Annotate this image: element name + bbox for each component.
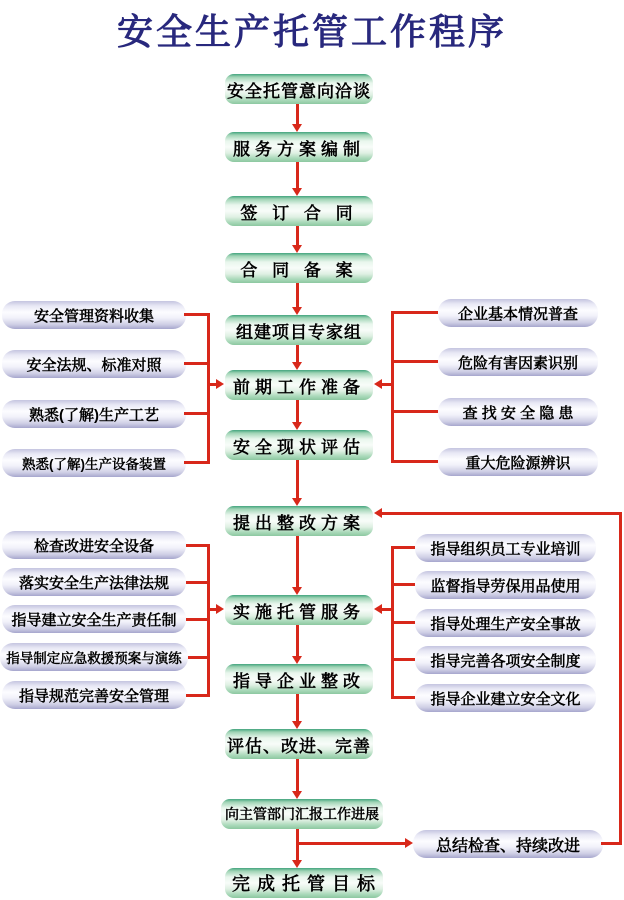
feedback-line-top <box>380 512 622 515</box>
bracket-right2-stub-2 <box>394 583 415 586</box>
bracket-right1-stub-3 <box>394 410 438 413</box>
arrowhead-report-to-goal <box>292 860 302 868</box>
node-emergency-plan-drills: 指导制定应急救援预案与演练 <box>0 643 188 671</box>
node-establish-responsibility-system: 指导建立安全生产责任制 <box>2 605 186 633</box>
node-guide-enterprise-rectification: 指导企业整改 <box>225 664 373 694</box>
bracket-right2-stub-1 <box>394 546 415 549</box>
arrowhead-rectplan-to-implement <box>292 587 302 595</box>
node-report-progress-to-authority: 向主管部门汇报工作进展 <box>221 799 383 829</box>
bracket-left2-arrowhead <box>216 604 224 614</box>
arrowhead-file-to-team <box>292 307 302 315</box>
feedback-line-right <box>619 512 622 845</box>
node-trusteeship-implementation: 实施托管服务 <box>225 595 373 625</box>
node-accident-handling-guidance: 指导处理生产安全事故 <box>415 609 596 637</box>
node-rectification-plan: 提出整改方案 <box>225 506 373 536</box>
bracket-right1-arrow-line <box>382 383 391 386</box>
arrow-line-evaluate-to-report <box>296 759 299 792</box>
arrow-line-report-to-goal <box>296 829 299 861</box>
arrow-line-rectplan-to-implement <box>296 536 299 588</box>
node-major-hazard-identification: 重大危险源辨识 <box>438 448 598 476</box>
node-contract-signing: 签 订 合 同 <box>225 196 373 226</box>
node-regulation-standard-comparison: 安全法规、标准对照 <box>2 350 186 378</box>
node-hazard-factor-identification: 危险有害因素识别 <box>438 348 598 376</box>
arrowhead-prep-to-assess <box>292 422 302 430</box>
node-safety-data-collection: 安全管理资料收集 <box>2 301 186 329</box>
bracket-right1-stub-1 <box>394 311 438 314</box>
arrowhead-plan-to-sign <box>292 188 302 196</box>
node-evaluate-improve-perfect: 评估、改进、完善 <box>225 729 373 759</box>
bracket-right1-stub-4 <box>394 460 438 463</box>
bracket-right1-stub-2 <box>394 360 438 363</box>
arrowhead-evaluate-to-report <box>292 791 302 799</box>
arrow-line-plan-to-sign <box>296 162 299 189</box>
bracket-left2-spine <box>207 544 210 697</box>
arrow-line-implement-to-guide <box>296 625 299 657</box>
bracket-right2-arrowhead <box>374 604 382 614</box>
node-inspect-improve-safety-equipment: 检查改进安全设备 <box>2 531 186 559</box>
arrow-line-guide-to-evaluate <box>296 694 299 722</box>
bracket-right2-stub-5 <box>394 696 415 699</box>
node-hidden-danger-search: 查 找 安 全 隐 患 <box>438 398 598 426</box>
node-learn-production-process: 熟悉(了解)生产工艺 <box>2 400 186 428</box>
node-safety-rules-improvement: 指导完善各项安全制度 <box>415 646 596 674</box>
bracket-left1-spine <box>207 313 210 464</box>
arrowhead-sign-to-file <box>292 245 302 253</box>
arrow-line-sign-to-file <box>296 226 299 246</box>
node-service-plan-drafting: 服务方案编制 <box>225 132 373 162</box>
bracket-right2-arrow-line <box>382 608 391 611</box>
node-contract-filing: 合 同 备 案 <box>225 253 373 283</box>
arrow-line-report-to-summary <box>297 842 406 845</box>
bracket-right2-stub-3 <box>394 621 415 624</box>
arrow-line-team-to-prep <box>296 345 299 363</box>
node-implement-safety-laws: 落实安全生产法律法规 <box>2 568 186 596</box>
bracket-right1-spine <box>391 311 394 463</box>
node-employee-training: 指导组织员工专业培训 <box>415 534 596 562</box>
arrowhead-report-to-summary <box>405 838 413 848</box>
arrowhead-intent-to-plan <box>292 124 302 132</box>
arrowhead-team-to-prep <box>292 362 302 370</box>
bracket-left1-arrowhead <box>216 379 224 389</box>
arrow-line-file-to-team <box>296 283 299 308</box>
node-ppe-usage-supervision: 监督指导劳保用品使用 <box>415 571 596 599</box>
node-summary-inspection-continuous-improvement: 总结检查、持续改进 <box>413 830 603 858</box>
node-safety-status-assessment: 安全现状评估 <box>225 430 373 460</box>
arrowhead-guide-to-evaluate <box>292 721 302 729</box>
arrowhead-implement-to-guide <box>292 656 302 664</box>
page-title: 安全生产托管工作程序 <box>116 11 507 52</box>
node-safety-culture-building: 指导企业建立安全文化 <box>415 684 596 712</box>
bracket-right1-arrowhead <box>374 379 382 389</box>
node-expert-team-formation: 组建项目专家组 <box>225 315 373 345</box>
bracket-right2-stub-4 <box>394 658 415 661</box>
node-complete-trusteeship-goal: 完 成 托 管 目 标 <box>225 868 383 898</box>
bracket-right2-spine <box>391 546 394 699</box>
arrow-line-prep-to-assess <box>296 400 299 423</box>
arrowhead-assess-to-rectplan <box>292 498 302 506</box>
arrow-line-intent-to-plan <box>296 104 299 125</box>
node-standardize-safety-management: 指导规范完善安全管理 <box>2 681 186 709</box>
feedback-arrowhead <box>374 508 382 518</box>
node-enterprise-basic-survey: 企业基本情况普查 <box>438 299 598 327</box>
node-learn-production-equipment: 熟悉(了解)生产设备装置 <box>2 449 186 477</box>
node-preliminary-preparation: 前期工作准备 <box>225 370 373 400</box>
node-trusteeship-intent-talks: 安全托管意向洽谈 <box>225 74 373 104</box>
arrow-line-assess-to-rectplan <box>296 460 299 499</box>
